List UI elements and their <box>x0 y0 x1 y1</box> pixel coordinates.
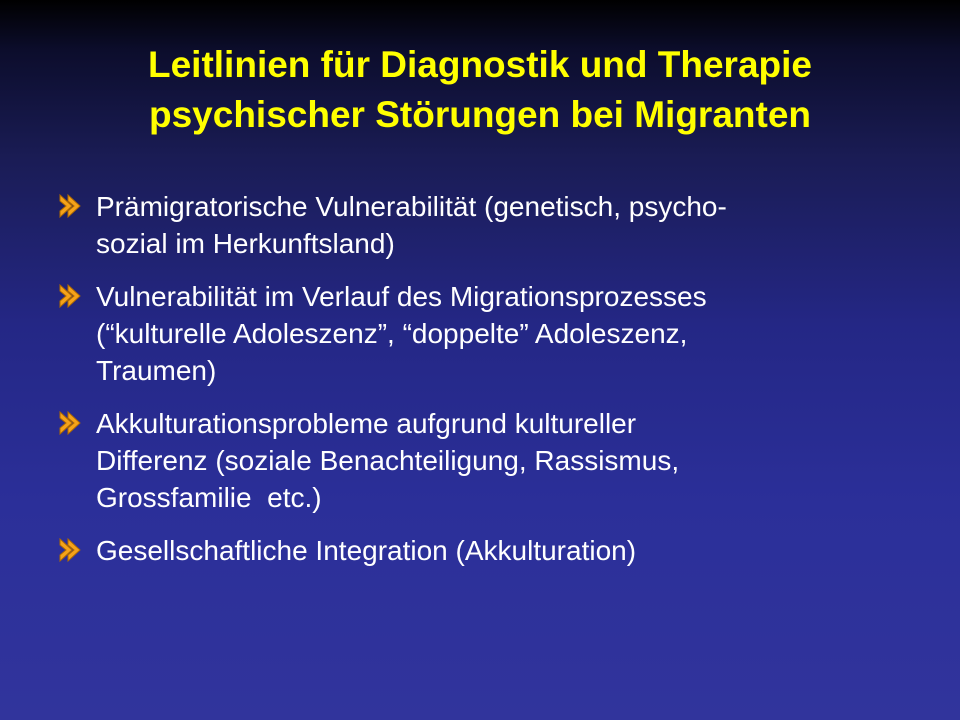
slide-title <box>40 40 920 140</box>
bullet-line: Akkulturationsprobleme aufgrund kultureller <box>96 408 637 439</box>
bullet-list <box>58 188 930 585</box>
arrow-bullet-icon <box>58 537 84 563</box>
bullet-line: Prämigratorische Vulnerabilität (genetisch, psycho- <box>96 191 727 222</box>
bullet-item-social-integration <box>58 532 930 569</box>
bullet-item-acculturation-problems <box>58 405 930 516</box>
slide-title-line-2: psychischer Störungen bei Migranten <box>148 94 811 135</box>
arrow-bullet-icon <box>58 283 84 309</box>
bullet-line: Traumen) <box>96 355 217 386</box>
bullet-line: sozial im Herkunftsland) <box>96 228 395 259</box>
bullet-text <box>96 188 930 262</box>
bullet-line: Vulnerabilität im Verlauf des Migrationsprozesses <box>96 281 707 312</box>
bullet-line: Differenz (soziale Benachteiligung, Rassismus, <box>96 445 680 476</box>
arrow-bullet-icon <box>58 193 84 219</box>
bullet-item-premigration <box>58 188 930 262</box>
bullet-line: (“kulturelle Adoleszenz”, “doppelte” Adoleszenz, <box>96 318 688 349</box>
bullet-text <box>96 405 930 516</box>
slide-title-line-1: Leitlinien für Diagnostik und Therapie <box>148 44 812 85</box>
bullet-item-migration-process <box>58 278 930 389</box>
bullet-line: Gesellschaftliche Integration (Akkulturation) <box>96 535 637 566</box>
bullet-line: Grossfamilie etc.) <box>96 482 322 513</box>
bullet-text <box>96 532 930 569</box>
arrow-bullet-icon <box>58 410 84 436</box>
bullet-text <box>96 278 930 389</box>
